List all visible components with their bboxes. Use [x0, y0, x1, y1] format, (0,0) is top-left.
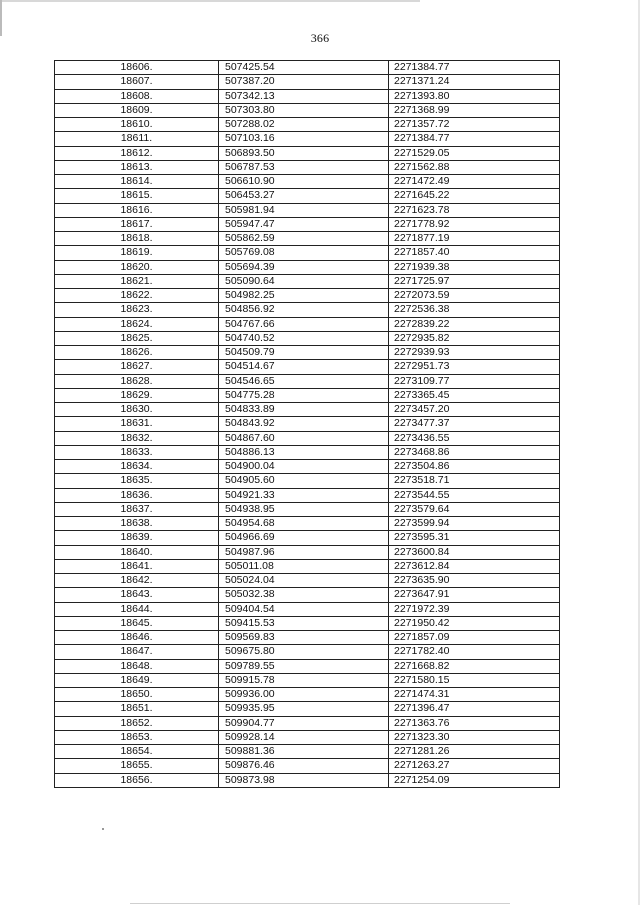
point-number-cell: 18630.: [55, 403, 219, 417]
point-number-cell: 18655.: [55, 759, 219, 773]
x-coordinate-cell: 509881.36: [219, 745, 389, 759]
point-number-cell: 18614.: [55, 175, 219, 189]
x-coordinate-cell: 505032.38: [219, 588, 389, 602]
y-coordinate-cell: 2271580.15: [389, 673, 560, 687]
point-number-cell: 18647.: [55, 645, 219, 659]
x-coordinate-cell: 506610.90: [219, 175, 389, 189]
point-number-cell: 18621.: [55, 274, 219, 288]
y-coordinate-cell: 2271384.77: [389, 61, 560, 75]
x-coordinate-cell: 507342.13: [219, 89, 389, 103]
y-coordinate-cell: 2273109.77: [389, 374, 560, 388]
table-row: [55, 502, 560, 516]
point-number-cell: 18620.: [55, 260, 219, 274]
point-number-cell: 18638.: [55, 517, 219, 531]
x-coordinate-cell: 505947.47: [219, 217, 389, 231]
y-coordinate-cell: 2273504.86: [389, 460, 560, 474]
table-row: [55, 559, 560, 573]
y-coordinate-cell: 2271263.27: [389, 759, 560, 773]
x-coordinate-cell: 509876.46: [219, 759, 389, 773]
table-row: [55, 645, 560, 659]
point-number-cell: 18650.: [55, 688, 219, 702]
point-number-cell: 18616.: [55, 203, 219, 217]
y-coordinate-cell: 2271782.40: [389, 645, 560, 659]
point-number-cell: 18622.: [55, 289, 219, 303]
point-number-cell: 18640.: [55, 545, 219, 559]
x-coordinate-cell: 507103.16: [219, 132, 389, 146]
y-coordinate-cell: 2273477.37: [389, 417, 560, 431]
x-coordinate-cell: 509789.55: [219, 659, 389, 673]
y-coordinate-cell: 2271623.78: [389, 203, 560, 217]
table-row: [55, 702, 560, 716]
table-row: [55, 232, 560, 246]
y-coordinate-cell: 2272935.82: [389, 331, 560, 345]
x-coordinate-cell: 509928.14: [219, 730, 389, 744]
table-row: [55, 517, 560, 531]
point-number-cell: 18611.: [55, 132, 219, 146]
x-coordinate-cell: 505769.08: [219, 246, 389, 260]
x-coordinate-cell: 504856.92: [219, 303, 389, 317]
table-row: [55, 331, 560, 345]
point-number-cell: 18606.: [55, 61, 219, 75]
x-coordinate-cell: 509415.53: [219, 616, 389, 630]
table-row: [55, 759, 560, 773]
table-row: [55, 602, 560, 616]
y-coordinate-cell: 2272073.59: [389, 289, 560, 303]
table-row: [55, 289, 560, 303]
x-coordinate-cell: 507303.80: [219, 103, 389, 117]
scan-speck: [102, 828, 104, 830]
x-coordinate-cell: 504966.69: [219, 531, 389, 545]
table-row: [55, 317, 560, 331]
y-coordinate-cell: 2271939.38: [389, 260, 560, 274]
y-coordinate-cell: 2271857.40: [389, 246, 560, 260]
point-number-cell: 18619.: [55, 246, 219, 260]
table-row: [55, 61, 560, 75]
x-coordinate-cell: 504982.25: [219, 289, 389, 303]
x-coordinate-cell: 504905.60: [219, 474, 389, 488]
table-row: [55, 175, 560, 189]
table-row: [55, 688, 560, 702]
table-row: [55, 118, 560, 132]
coordinate-table-body: [55, 61, 560, 788]
x-coordinate-cell: 507387.20: [219, 75, 389, 89]
x-coordinate-cell: 509935.95: [219, 702, 389, 716]
table-row: [55, 75, 560, 89]
table-row: [55, 160, 560, 174]
scan-border-bottom: [130, 903, 510, 904]
table-row: [55, 588, 560, 602]
point-number-cell: 18642.: [55, 574, 219, 588]
x-coordinate-cell: 507425.54: [219, 61, 389, 75]
point-number-cell: 18612.: [55, 146, 219, 160]
table-row: [55, 631, 560, 645]
y-coordinate-cell: 2271384.77: [389, 132, 560, 146]
point-number-cell: 18624.: [55, 317, 219, 331]
x-coordinate-cell: 504514.67: [219, 360, 389, 374]
point-number-cell: 18644.: [55, 602, 219, 616]
x-coordinate-cell: 509873.98: [219, 773, 389, 787]
table-row: [55, 260, 560, 274]
x-coordinate-cell: 509936.00: [219, 688, 389, 702]
x-coordinate-cell: 509904.77: [219, 716, 389, 730]
table-row: [55, 189, 560, 203]
x-coordinate-cell: 504775.28: [219, 388, 389, 402]
table-row: [55, 574, 560, 588]
point-number-cell: 18641.: [55, 559, 219, 573]
y-coordinate-cell: 2271529.05: [389, 146, 560, 160]
table-row: [55, 303, 560, 317]
table-row: [55, 89, 560, 103]
x-coordinate-cell: 506453.27: [219, 189, 389, 203]
y-coordinate-cell: 2273595.31: [389, 531, 560, 545]
point-number-cell: 18628.: [55, 374, 219, 388]
y-coordinate-cell: 2273612.84: [389, 559, 560, 573]
y-coordinate-cell: 2271393.80: [389, 89, 560, 103]
x-coordinate-cell: 504767.66: [219, 317, 389, 331]
point-number-cell: 18617.: [55, 217, 219, 231]
y-coordinate-cell: 2272839.22: [389, 317, 560, 331]
x-coordinate-cell: 509915.78: [219, 673, 389, 687]
table-row: [55, 417, 560, 431]
y-coordinate-cell: 2271562.88: [389, 160, 560, 174]
table-row: [55, 659, 560, 673]
table-row: [55, 474, 560, 488]
x-coordinate-cell: 504833.89: [219, 403, 389, 417]
y-coordinate-cell: 2271281.26: [389, 745, 560, 759]
point-number-cell: 18635.: [55, 474, 219, 488]
table-row: [55, 388, 560, 402]
y-coordinate-cell: 2271363.76: [389, 716, 560, 730]
y-coordinate-cell: 2273647.91: [389, 588, 560, 602]
y-coordinate-cell: 2271396.47: [389, 702, 560, 716]
point-number-cell: 18607.: [55, 75, 219, 89]
y-coordinate-cell: 2273436.55: [389, 431, 560, 445]
point-number-cell: 18615.: [55, 189, 219, 203]
point-number-cell: 18629.: [55, 388, 219, 402]
point-number-cell: 18648.: [55, 659, 219, 673]
y-coordinate-cell: 2271725.97: [389, 274, 560, 288]
y-coordinate-cell: 2273579.64: [389, 502, 560, 516]
y-coordinate-cell: 2271877.19: [389, 232, 560, 246]
y-coordinate-cell: 2273518.71: [389, 474, 560, 488]
y-coordinate-cell: 2271254.09: [389, 773, 560, 787]
y-coordinate-cell: 2271368.99: [389, 103, 560, 117]
y-coordinate-cell: 2271371.24: [389, 75, 560, 89]
y-coordinate-cell: 2271357.72: [389, 118, 560, 132]
table-row: [55, 103, 560, 117]
x-coordinate-cell: 505011.08: [219, 559, 389, 573]
table-row: [55, 545, 560, 559]
table-row: [55, 531, 560, 545]
y-coordinate-cell: 2271323.30: [389, 730, 560, 744]
table-row: [55, 716, 560, 730]
point-number-cell: 18608.: [55, 89, 219, 103]
table-row: [55, 403, 560, 417]
table-row: [55, 445, 560, 459]
x-coordinate-cell: 509569.83: [219, 631, 389, 645]
table-row: [55, 217, 560, 231]
y-coordinate-cell: 2272939.93: [389, 346, 560, 360]
table-row: [55, 374, 560, 388]
point-number-cell: 18636.: [55, 488, 219, 502]
y-coordinate-cell: 2271950.42: [389, 616, 560, 630]
point-number-cell: 18653.: [55, 730, 219, 744]
y-coordinate-cell: 2271645.22: [389, 189, 560, 203]
point-number-cell: 18631.: [55, 417, 219, 431]
table-row: [55, 460, 560, 474]
x-coordinate-cell: 504954.68: [219, 517, 389, 531]
point-number-cell: 18632.: [55, 431, 219, 445]
point-number-cell: 18627.: [55, 360, 219, 374]
point-number-cell: 18634.: [55, 460, 219, 474]
table-row: [55, 346, 560, 360]
x-coordinate-cell: 505862.59: [219, 232, 389, 246]
y-coordinate-cell: 2273544.55: [389, 488, 560, 502]
table-row: [55, 132, 560, 146]
x-coordinate-cell: 504740.52: [219, 331, 389, 345]
table-row: [55, 274, 560, 288]
point-number-cell: 18610.: [55, 118, 219, 132]
y-coordinate-cell: 2273468.86: [389, 445, 560, 459]
page-number: 366: [310, 31, 330, 45]
y-coordinate-cell: 2273635.90: [389, 574, 560, 588]
table-row: [55, 360, 560, 374]
x-coordinate-cell: 504843.92: [219, 417, 389, 431]
x-coordinate-cell: 504987.96: [219, 545, 389, 559]
point-number-cell: 18633.: [55, 445, 219, 459]
y-coordinate-cell: 2271857.09: [389, 631, 560, 645]
x-coordinate-cell: 507288.02: [219, 118, 389, 132]
x-coordinate-cell: 506787.53: [219, 160, 389, 174]
x-coordinate-cell: 505024.04: [219, 574, 389, 588]
y-coordinate-cell: 2271472.49: [389, 175, 560, 189]
point-number-cell: 18625.: [55, 331, 219, 345]
x-coordinate-cell: 504546.65: [219, 374, 389, 388]
point-number-cell: 18654.: [55, 745, 219, 759]
point-number-cell: 18639.: [55, 531, 219, 545]
scan-border-top: [0, 0, 420, 2]
y-coordinate-cell: 2271474.31: [389, 688, 560, 702]
point-number-cell: 18649.: [55, 673, 219, 687]
y-coordinate-cell: 2273599.94: [389, 517, 560, 531]
x-coordinate-cell: 505090.64: [219, 274, 389, 288]
x-coordinate-cell: 504509.79: [219, 346, 389, 360]
y-coordinate-cell: 2272951.73: [389, 360, 560, 374]
point-number-cell: 18626.: [55, 346, 219, 360]
point-number-cell: 18645.: [55, 616, 219, 630]
point-number-cell: 18652.: [55, 716, 219, 730]
x-coordinate-cell: 504921.33: [219, 488, 389, 502]
y-coordinate-cell: 2273365.45: [389, 388, 560, 402]
table-row: [55, 745, 560, 759]
table-row: [55, 488, 560, 502]
table-row: [55, 246, 560, 260]
table-row: [55, 616, 560, 630]
x-coordinate-cell: 505981.94: [219, 203, 389, 217]
x-coordinate-cell: 504886.13: [219, 445, 389, 459]
x-coordinate-cell: 504938.95: [219, 502, 389, 516]
x-coordinate-cell: 509404.54: [219, 602, 389, 616]
y-coordinate-cell: 2272536.38: [389, 303, 560, 317]
table-row: [55, 773, 560, 787]
point-number-cell: 18646.: [55, 631, 219, 645]
table-row: [55, 146, 560, 160]
point-number-cell: 18609.: [55, 103, 219, 117]
x-coordinate-cell: 504900.04: [219, 460, 389, 474]
point-number-cell: 18656.: [55, 773, 219, 787]
table-row: [55, 203, 560, 217]
x-coordinate-cell: 504867.60: [219, 431, 389, 445]
table-row: [55, 730, 560, 744]
x-coordinate-cell: 509675.80: [219, 645, 389, 659]
point-number-cell: 18651.: [55, 702, 219, 716]
point-number-cell: 18613.: [55, 160, 219, 174]
table-row: [55, 673, 560, 687]
x-coordinate-cell: 505694.39: [219, 260, 389, 274]
y-coordinate-cell: 2273600.84: [389, 545, 560, 559]
coordinate-table: [54, 60, 560, 788]
x-coordinate-cell: 506893.50: [219, 146, 389, 160]
y-coordinate-cell: 2271972.39: [389, 602, 560, 616]
point-number-cell: 18643.: [55, 588, 219, 602]
table-row: [55, 431, 560, 445]
y-coordinate-cell: 2273457.20: [389, 403, 560, 417]
point-number-cell: 18618.: [55, 232, 219, 246]
point-number-cell: 18623.: [55, 303, 219, 317]
point-number-cell: 18637.: [55, 502, 219, 516]
y-coordinate-cell: 2271778.92: [389, 217, 560, 231]
y-coordinate-cell: 2271668.82: [389, 659, 560, 673]
